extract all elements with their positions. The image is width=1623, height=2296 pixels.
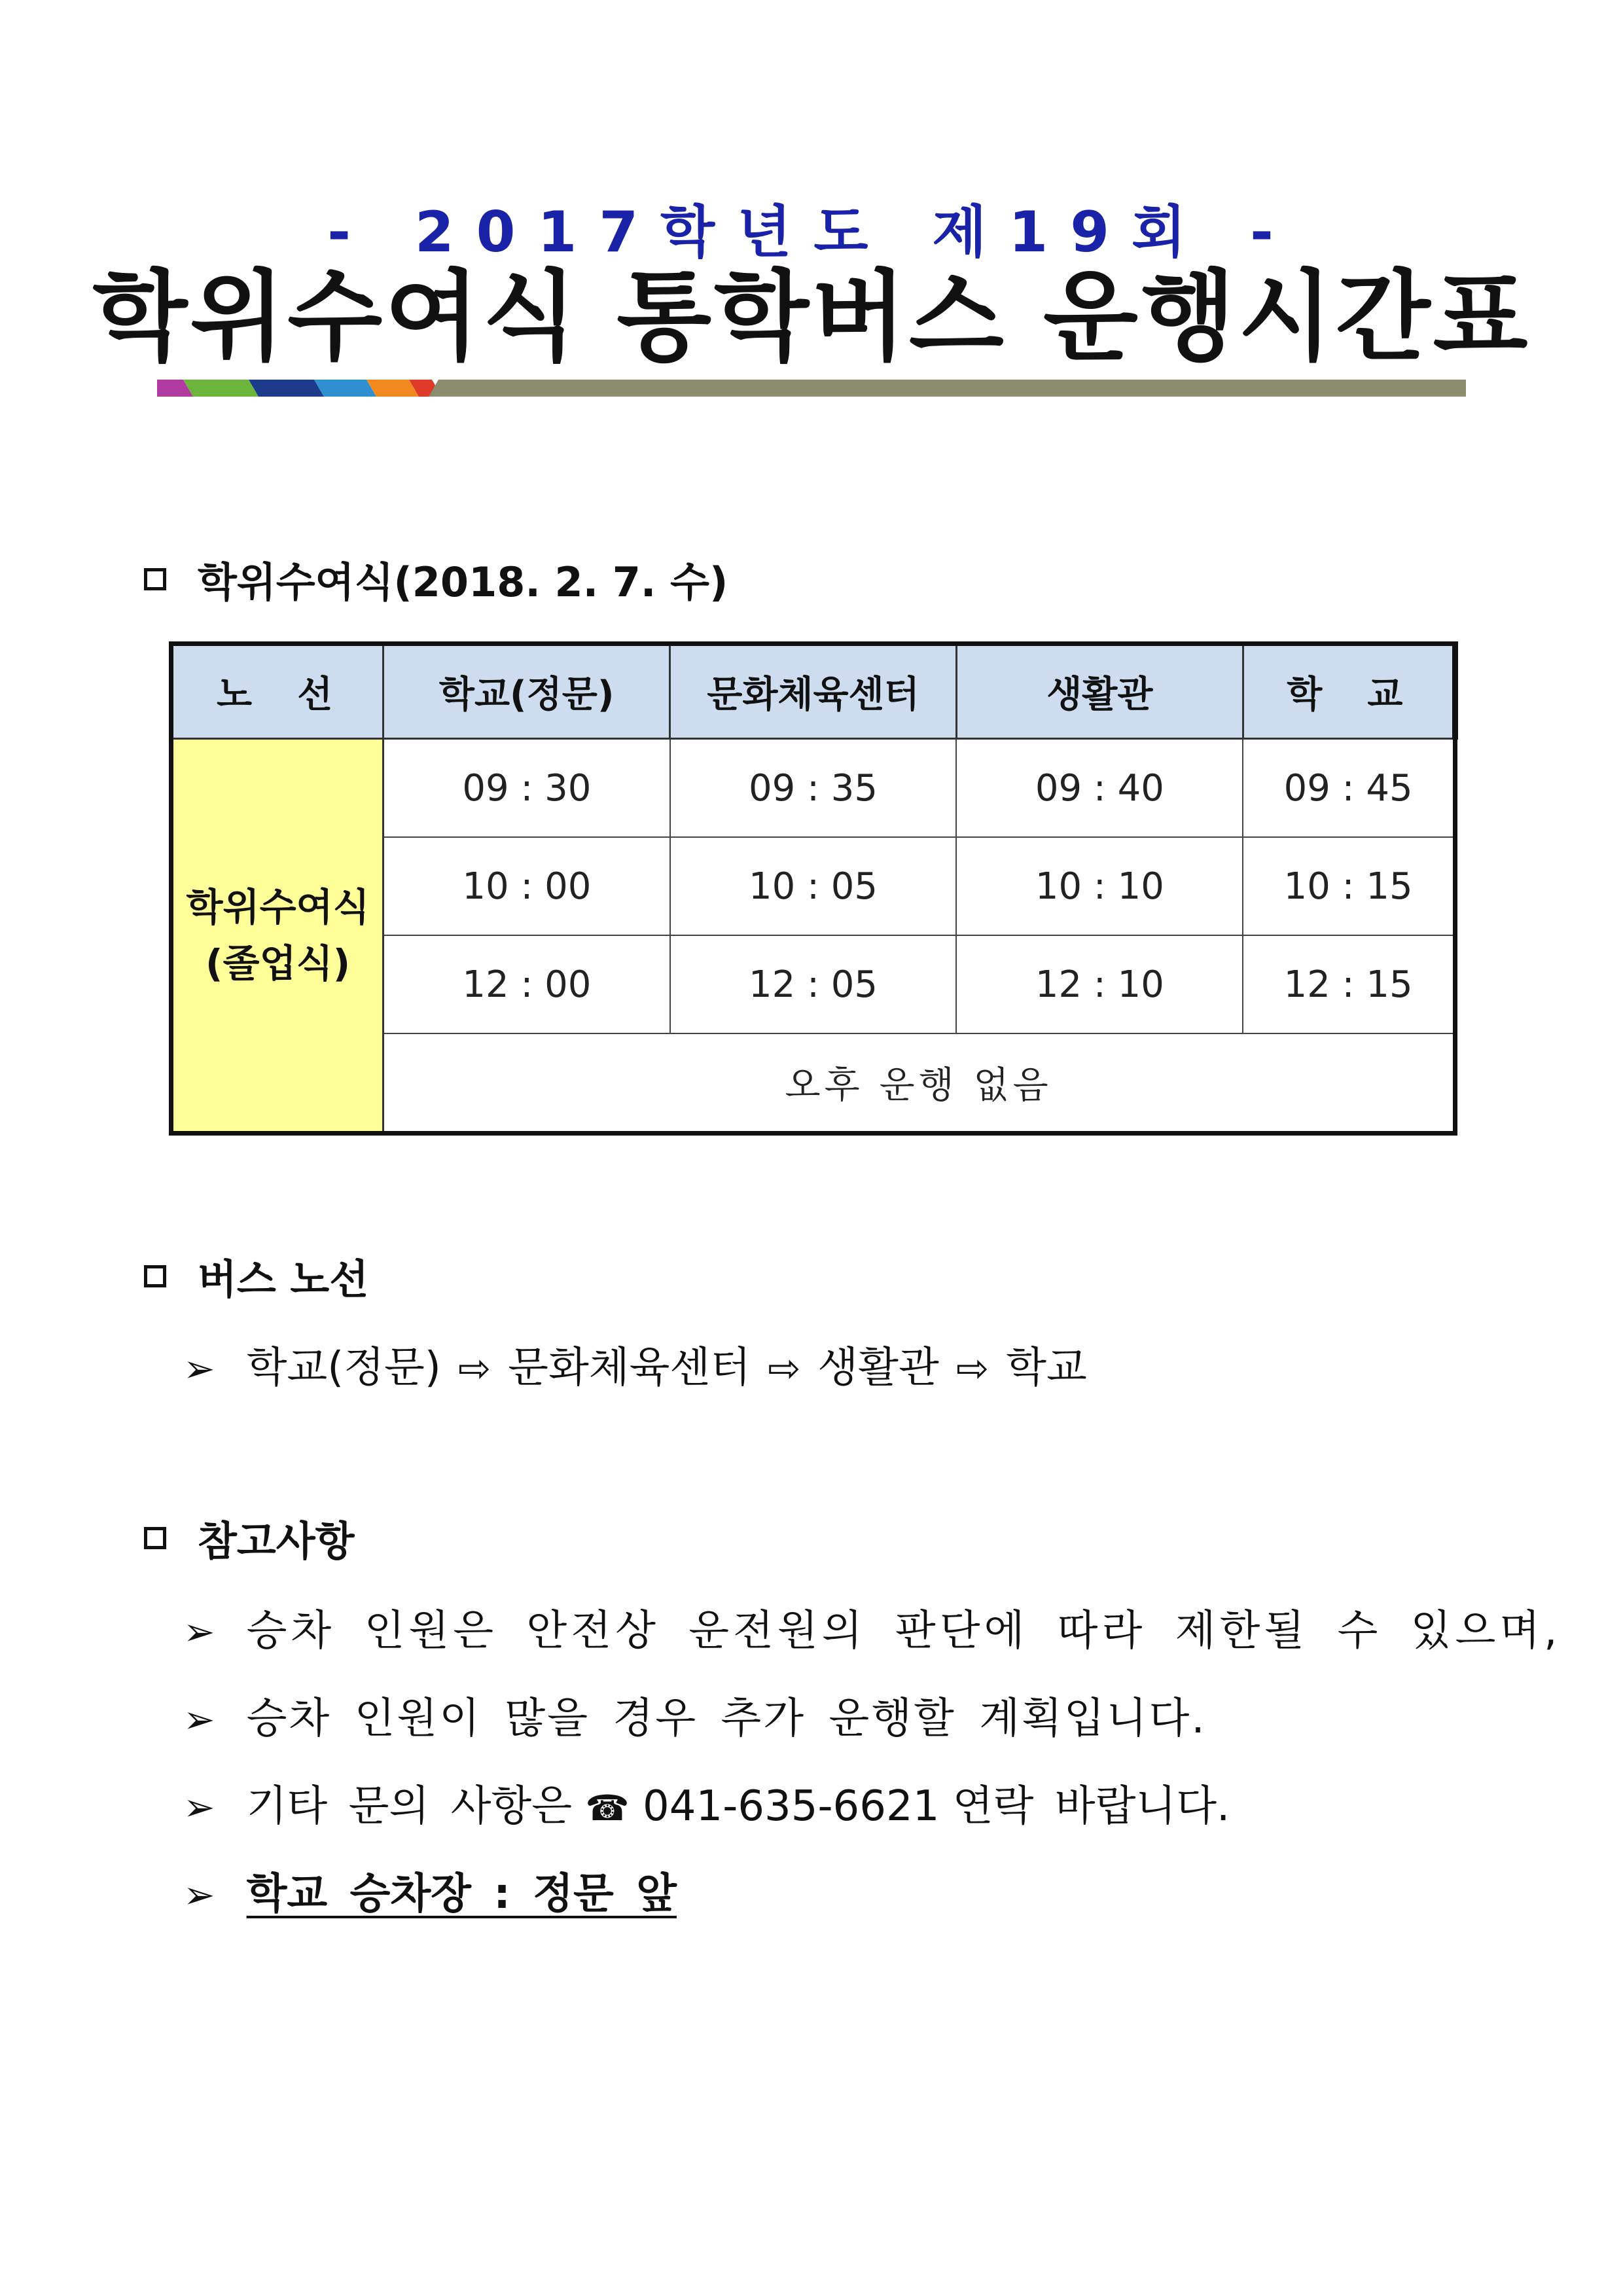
note-text: 승차 인원이 많을 경우 추가 운행할 계획입니다. xyxy=(246,1695,1207,1743)
time-cell: 10 : 00 xyxy=(383,837,670,935)
section-notes-heading xyxy=(144,1509,355,1567)
afternoon-note-cell: 오후 운행 없음 xyxy=(383,1033,1455,1134)
time-cell: 09 : 40 xyxy=(956,739,1243,838)
time-cell: 12 : 00 xyxy=(383,935,670,1033)
checkbox-square-icon xyxy=(144,1265,166,1287)
route-stop: 생활관 xyxy=(817,1344,939,1392)
note-text: 승차 인원은 안전상 운전원의 판단에 따라 제한될 수 있으며, xyxy=(246,1607,1561,1655)
arrowhead-bullet-icon: ➢ xyxy=(183,1346,215,1391)
row-label-ceremony xyxy=(171,739,383,1134)
time-cell: 12 : 10 xyxy=(956,935,1243,1033)
time-cell: 12 : 15 xyxy=(1243,935,1455,1033)
column-header: 학교(정문) xyxy=(383,644,670,739)
note-item xyxy=(183,1772,1230,1833)
phone-icon: ☎ xyxy=(585,1787,630,1829)
hollow-right-arrow-icon: ⇨ xyxy=(457,1346,491,1391)
route-stop: 학교(정문) xyxy=(246,1344,441,1392)
time-cell: 09 : 30 xyxy=(383,739,670,838)
route-line xyxy=(183,1334,1087,1394)
section-ceremony-heading xyxy=(144,550,728,608)
arrowhead-bullet-icon: ➢ xyxy=(183,1873,215,1917)
boarding-location-text: 학교 승차장 : 정문 앞 xyxy=(246,1870,677,1918)
table-header-row xyxy=(171,644,1455,739)
column-header: 노 선 xyxy=(171,644,383,739)
time-cell: 10 : 10 xyxy=(956,837,1243,935)
page-title: 학위수여식 통학버스 운행시간표 xyxy=(92,260,1531,374)
section-heading-text: 버스 노선 xyxy=(198,1255,369,1303)
column-header: 학 교 xyxy=(1243,644,1455,739)
page-subtitle: - 2017학년도 제19회 - xyxy=(327,200,1296,265)
column-header: 생활관 xyxy=(956,644,1243,739)
bus-timetable xyxy=(169,641,1458,1136)
phone-number: 041-635-6621 xyxy=(643,1782,940,1831)
section-heading-text: 학위수여식(2018. 2. 7. 수) xyxy=(198,558,728,606)
section-route-heading xyxy=(144,1247,368,1305)
note-text: 기타 문의 사항은 xyxy=(246,1782,573,1831)
hollow-right-arrow-icon: ⇨ xyxy=(955,1346,990,1391)
time-cell: 10 : 05 xyxy=(670,837,957,935)
arrowhead-bullet-icon: ➢ xyxy=(183,1609,215,1654)
checkbox-square-icon xyxy=(144,1527,166,1549)
time-cell: 12 : 05 xyxy=(670,935,957,1033)
note-item xyxy=(183,1685,1207,1745)
arrowhead-bullet-icon: ➢ xyxy=(183,1697,215,1742)
column-header: 문화체육센터 xyxy=(670,644,957,739)
time-cell: 09 : 45 xyxy=(1243,739,1455,838)
table-row xyxy=(171,739,1455,838)
hollow-right-arrow-icon: ⇨ xyxy=(768,1346,801,1391)
section-heading-text: 참고사항 xyxy=(198,1517,355,1565)
note-text-suffix: 연락 바랍니다. xyxy=(952,1782,1230,1831)
route-stop: 문화체육센터 xyxy=(508,1344,751,1392)
time-cell: 10 : 15 xyxy=(1243,837,1455,935)
title-underline-bar xyxy=(157,380,1466,397)
note-item xyxy=(183,1597,1561,1657)
time-cell: 09 : 35 xyxy=(670,739,957,838)
arrowhead-bullet-icon: ➢ xyxy=(183,1785,215,1829)
checkbox-square-icon xyxy=(144,568,166,590)
row-label-line: (졸업식) xyxy=(205,941,351,986)
note-item xyxy=(183,1860,677,1920)
route-stop: 학교 xyxy=(1006,1344,1087,1392)
row-label-line: 학위수여식 xyxy=(186,885,370,929)
